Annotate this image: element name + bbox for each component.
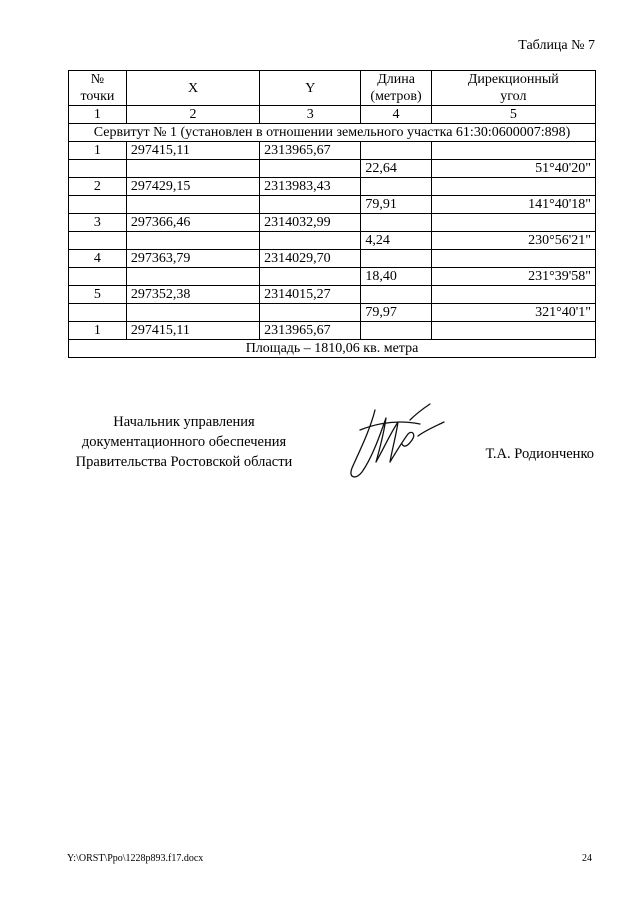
length-cell xyxy=(361,322,431,340)
header-length-line1: Длина xyxy=(377,72,415,87)
header-angle-line1: Дирекционный xyxy=(467,72,559,87)
angle-cell: 230°56'21" xyxy=(431,232,595,250)
area-total: Площадь – 1810,06 кв. метра xyxy=(69,340,596,358)
header-angle-line2: угол xyxy=(500,89,527,104)
x-cell xyxy=(126,268,259,286)
signer-title xyxy=(64,412,304,472)
x-cell: 297415,11 xyxy=(126,322,259,340)
length-cell: 79,91 xyxy=(361,196,431,214)
signer-title-line: документационного обеспечения xyxy=(81,434,287,450)
table-header-row xyxy=(69,71,596,106)
length-cell: 79,97 xyxy=(361,304,431,322)
header-point-no-line1: № xyxy=(90,72,105,87)
header-y: Y xyxy=(260,71,361,106)
angle-cell: 141°40'18" xyxy=(431,196,595,214)
angle-cell xyxy=(431,322,595,340)
y-cell xyxy=(260,196,361,214)
column-number: 3 xyxy=(260,106,361,124)
table-row xyxy=(69,232,596,250)
table-row xyxy=(69,250,596,268)
servitude-title-row xyxy=(69,124,596,142)
x-cell xyxy=(126,196,259,214)
x-cell xyxy=(126,160,259,178)
header-x: X xyxy=(126,71,259,106)
point-cell xyxy=(69,304,127,322)
y-cell: 2313983,43 xyxy=(260,178,361,196)
column-number: 5 xyxy=(431,106,595,124)
column-number: 1 xyxy=(69,106,127,124)
point-cell xyxy=(69,268,127,286)
point-cell: 5 xyxy=(69,286,127,304)
table-row xyxy=(69,304,596,322)
y-cell xyxy=(260,304,361,322)
angle-cell: 231°39'58" xyxy=(431,268,595,286)
length-cell: 4,24 xyxy=(361,232,431,250)
coordinates-table xyxy=(68,70,596,358)
length-cell: 18,40 xyxy=(361,268,431,286)
x-cell: 297352,38 xyxy=(126,286,259,304)
area-row xyxy=(69,340,596,358)
y-cell: 2314032,99 xyxy=(260,214,361,232)
page-number: 24 xyxy=(582,853,592,864)
signer-name: Т.А. Родионченко xyxy=(485,446,594,462)
header-point-no xyxy=(69,71,127,106)
angle-cell: 321°40'1" xyxy=(431,304,595,322)
x-cell: 297366,46 xyxy=(126,214,259,232)
point-cell: 3 xyxy=(69,214,127,232)
column-numbers-row xyxy=(69,106,596,124)
angle-cell xyxy=(431,142,595,160)
y-cell: 2313965,67 xyxy=(260,322,361,340)
angle-cell xyxy=(431,214,595,232)
length-cell xyxy=(361,142,431,160)
y-cell: 2314029,70 xyxy=(260,250,361,268)
x-cell xyxy=(126,232,259,250)
angle-cell xyxy=(431,286,595,304)
table-row xyxy=(69,160,596,178)
footer-file-path: Y:\ORST\Ppo\1228p893.f17.docx xyxy=(67,853,204,864)
length-cell: 22,64 xyxy=(361,160,431,178)
point-cell: 2 xyxy=(69,178,127,196)
point-cell: 1 xyxy=(69,142,127,160)
angle-cell: 51°40'20" xyxy=(431,160,595,178)
y-cell xyxy=(260,232,361,250)
point-cell xyxy=(69,196,127,214)
y-cell: 2313965,67 xyxy=(260,142,361,160)
table-row xyxy=(69,286,596,304)
point-cell: 4 xyxy=(69,250,127,268)
table-row xyxy=(69,196,596,214)
table-title: Таблица № 7 xyxy=(518,38,595,53)
point-cell xyxy=(69,232,127,250)
table-row xyxy=(69,322,596,340)
x-cell: 297363,79 xyxy=(126,250,259,268)
length-cell xyxy=(361,286,431,304)
column-number: 2 xyxy=(126,106,259,124)
point-cell: 1 xyxy=(69,322,127,340)
x-cell: 297429,15 xyxy=(126,178,259,196)
header-angle xyxy=(431,71,595,106)
column-number: 4 xyxy=(361,106,431,124)
length-cell xyxy=(361,250,431,268)
table-row xyxy=(69,268,596,286)
y-cell xyxy=(260,160,361,178)
table-row xyxy=(69,142,596,160)
signer-title-line: Правительства Ростовской области xyxy=(75,454,293,470)
y-cell: 2314015,27 xyxy=(260,286,361,304)
servitude-title: Сервитут № 1 (установлен в отношении земельного участка 61:30:0600007:898) xyxy=(69,124,596,142)
angle-cell xyxy=(431,250,595,268)
length-cell xyxy=(361,214,431,232)
signer-title-line: Начальник управления xyxy=(113,414,255,430)
table-row xyxy=(69,178,596,196)
x-cell xyxy=(126,304,259,322)
handwritten-signature xyxy=(340,400,450,485)
header-length xyxy=(361,71,431,106)
angle-cell xyxy=(431,178,595,196)
x-cell: 297415,11 xyxy=(126,142,259,160)
header-point-no-line2: точки xyxy=(80,89,115,104)
length-cell xyxy=(361,178,431,196)
header-length-line2: (метров) xyxy=(370,89,422,104)
point-cell xyxy=(69,160,127,178)
table-row xyxy=(69,214,596,232)
y-cell xyxy=(260,268,361,286)
